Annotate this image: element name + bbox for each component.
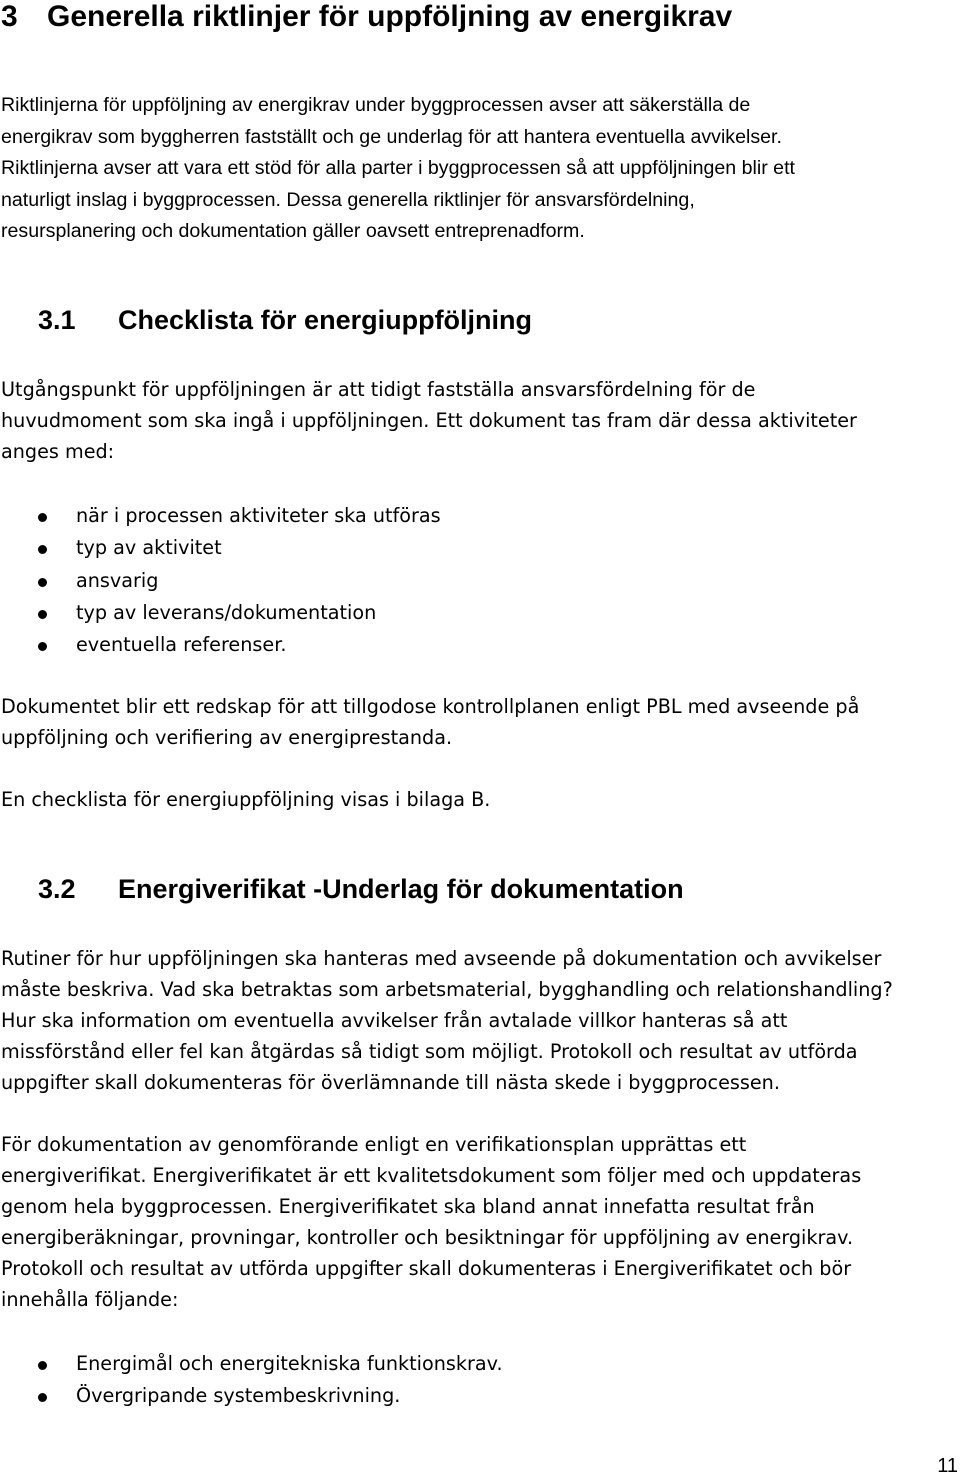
section-3-2-paragraph-1 bbox=[1, 943, 956, 1098]
paragraph-line: energiverifikat. Energiverifikatet är ett kvalitetsdokument som följer med och uppdateras bbox=[1, 1164, 862, 1187]
paragraph-line: missförstånd eller fel kan åtgärdas så tidigt som möjligt. Protokoll och resultat av utförda bbox=[1, 1040, 858, 1063]
bullet-icon bbox=[38, 1361, 47, 1370]
paragraph-line: För dokumentation av genomförande enligt en verifikationsplan upprättas ett bbox=[1, 1133, 747, 1156]
paragraph-line: måste beskriva. Vad ska betraktas som arbetsmaterial, bygghandling och relationshandling? bbox=[1, 978, 893, 1001]
list-item-text: Övergripande systembeskrivning. bbox=[76, 1384, 401, 1408]
bullet-icon bbox=[38, 545, 47, 554]
bullet-icon bbox=[38, 513, 47, 522]
paragraph-line: uppgifter skall dokumenteras för överlämnande till nästa skede i byggprocessen. bbox=[1, 1071, 780, 1094]
list-item-text: typ av leverans/dokumentation bbox=[76, 600, 377, 624]
paragraph-line: energikrav som byggherren fastställt och ge underlag för att hantera eventuella avvikelser. bbox=[1, 125, 782, 148]
page-number: 11 bbox=[937, 1455, 958, 1477]
paragraph-line: uppföljning och verifiering av energiprestanda. bbox=[1, 726, 453, 749]
paragraph-line: naturligt inslag i byggprocessen. Dessa generella riktlinjer för ansvarsfördelning, bbox=[1, 188, 695, 211]
paragraph-line: Utgångspunkt för uppföljningen är att tidigt fastställa ansvarsfördelning för de bbox=[1, 378, 756, 401]
section-number: 3 bbox=[1, 0, 18, 33]
list-item-text: Energimål och energitekniska funktionskrav. bbox=[76, 1352, 503, 1375]
section-3-1-paragraph-1 bbox=[1, 374, 956, 467]
intro-paragraph bbox=[1, 90, 956, 248]
section-heading-3-2 bbox=[38, 873, 684, 905]
section-title: Generella riktlinjer för uppföljning av energikrav bbox=[47, 0, 733, 33]
section-3-1-paragraph-3 bbox=[1, 784, 956, 815]
paragraph-line: innehålla följande: bbox=[1, 1288, 179, 1311]
section-title: Energiverifikat -Underlag för dokumentation bbox=[118, 874, 684, 904]
section-number: 3.2 bbox=[38, 874, 76, 904]
paragraph-line: energiberäkningar, provningar, kontroller och besiktningar för uppföljning av energikrav. bbox=[1, 1226, 854, 1249]
bullet-icon bbox=[38, 578, 47, 587]
list-item-text: typ av aktivitet bbox=[76, 536, 222, 560]
section-3-2-paragraph-2 bbox=[1, 1129, 956, 1315]
bullet-icon bbox=[38, 610, 47, 619]
list-item-text: när i processen aktiviteter ska utföras bbox=[76, 504, 441, 527]
paragraph-line: Riktlinjerna avser att vara ett stöd för alla parter i byggprocessen så att uppföljningen blir ett bbox=[1, 157, 795, 180]
section-3-1-paragraph-2 bbox=[1, 691, 956, 753]
paragraph-line: Riktlinjerna för uppföljning av energikrav under byggprocessen avser att säkerställa de bbox=[1, 94, 751, 116]
list-item-text: eventuella referenser. bbox=[76, 633, 287, 657]
page-title bbox=[1, 0, 732, 34]
paragraph-line: En checklista för energiuppföljning visas i bilaga B. bbox=[1, 788, 491, 811]
paragraph-line: Protokoll och resultat av utförda uppgifter skall dokumenteras i Energiverifikatet och bör bbox=[1, 1257, 852, 1280]
section-number: 3.1 bbox=[38, 305, 76, 335]
paragraph-line: anges med: bbox=[1, 440, 115, 463]
list-item-text: ansvarig bbox=[76, 568, 159, 592]
section-heading-3-1 bbox=[38, 304, 532, 336]
paragraph-line: Rutiner för hur uppföljningen ska hanteras med avseende på dokumentation och avvikelser bbox=[1, 947, 882, 970]
section-title: Checklista för energiuppföljning bbox=[118, 305, 533, 335]
paragraph-line: Dokumentet blir ett redskap för att tillgodose kontrollplanen enligt PBL med avseende på bbox=[1, 695, 860, 718]
paragraph-line: genom hela byggprocessen. Energiverifikatet ska bland annat innefatta resultat från bbox=[1, 1195, 815, 1218]
paragraph-line: huvudmoment som ska ingå i uppföljningen. Ett dokument tas fram där dessa aktiviteter bbox=[1, 409, 857, 432]
paragraph-line: resursplanering och dokumentation gäller oavsett entreprenadform. bbox=[1, 220, 585, 243]
bullet-icon bbox=[38, 642, 47, 651]
paragraph-line: Hur ska information om eventuella avvikelser från avtalade villkor hanteras så att bbox=[1, 1009, 788, 1032]
bullet-icon bbox=[38, 1393, 47, 1402]
